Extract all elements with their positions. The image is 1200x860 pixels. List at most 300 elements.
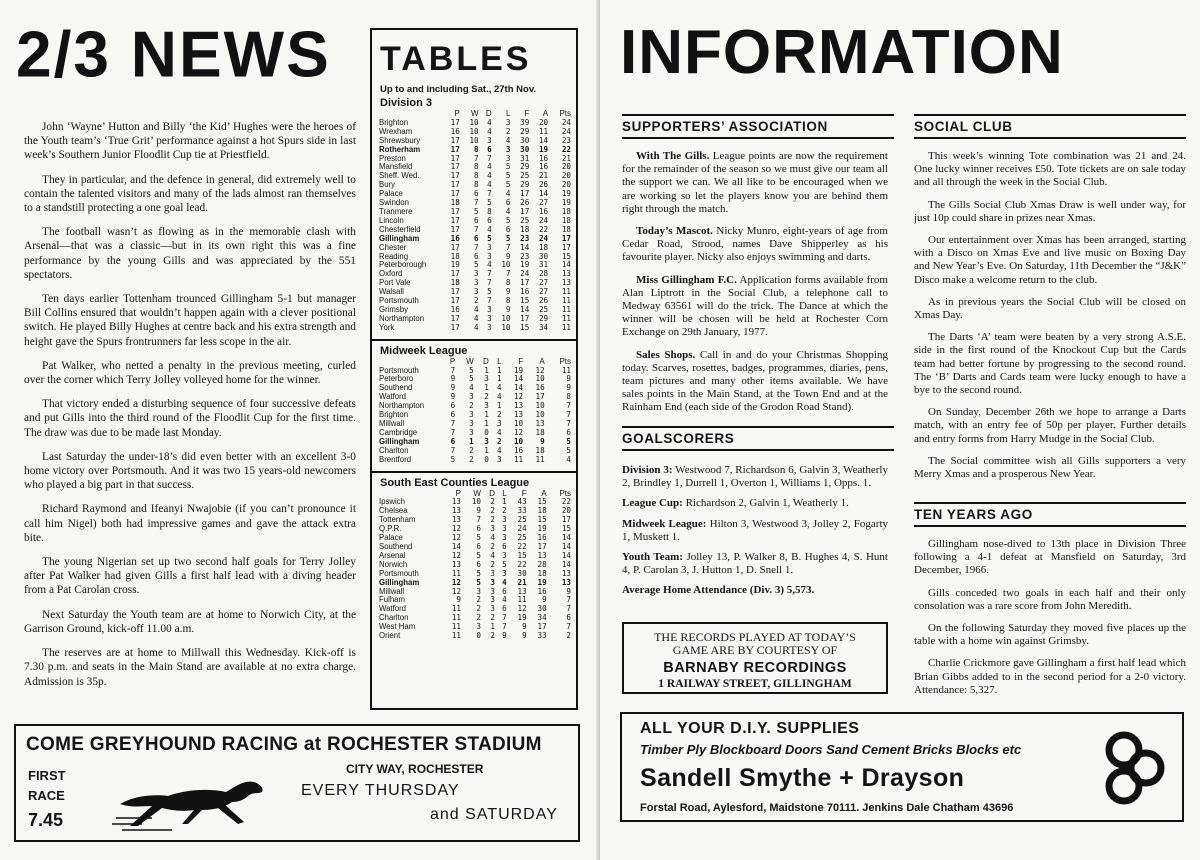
paragraph-text: Nicky Munro, eight-years of age from Cedar Road, Strood, names Dave Shipperley as his favourite player. Nicky also enjoys swimming and darts. <box>622 225 888 264</box>
stadium-address: CITY WAY, ROCHESTER <box>346 762 484 776</box>
stat-cell: 17 <box>450 180 460 190</box>
stat-cell: 3 <box>502 568 507 578</box>
stat-cell: 4 <box>490 550 495 560</box>
stat-cell: 3 <box>487 322 492 332</box>
stat-cell: 5 <box>566 436 571 446</box>
team-name: Ipswich <box>379 497 405 507</box>
team-name: Orient <box>379 631 401 641</box>
stat-cell: 7 <box>450 419 456 428</box>
stat-cell: 0 <box>476 631 481 641</box>
information-title: INFORMATION <box>620 18 1064 87</box>
stat-cell: 21 <box>561 153 571 163</box>
stat-cell: 7 <box>487 153 492 163</box>
team-name: Palace <box>379 533 403 543</box>
stat-cell: 13 <box>561 278 571 288</box>
stat-cell: 17 <box>450 144 460 154</box>
column-header: Pts <box>559 488 571 498</box>
stat-cell: 16 <box>450 304 460 314</box>
paragraph-lead: Today’s Mascot. <box>636 225 713 238</box>
stat-cell: 3 <box>502 550 507 560</box>
stat-cell: 4 <box>502 577 507 587</box>
stat-cell: 20 <box>561 171 571 181</box>
stat-cell: 2 <box>490 515 495 525</box>
paragraph-text: League points are now the requirement for the remainder of the season so we must give our team all the support we can. We all like to be encouraged when we are working so let the players know you are behind them right through the match. <box>622 150 888 215</box>
stat-cell: 19 <box>517 613 527 623</box>
column-header: L <box>506 109 511 118</box>
stat-cell: 14 <box>561 559 571 569</box>
stat-cell: 2 <box>505 126 511 136</box>
stat-cell: 8 <box>566 392 571 402</box>
stat-cell: 3 <box>474 278 479 288</box>
ten-years-paragraph: Charlie Crickmore gave Gillingham a first half lead which Brian Gibbs added to in the second period for a 2-0 victory. Attendance: 5,327. <box>914 657 1186 696</box>
stat-cell: 16 <box>450 233 460 243</box>
column-header: A <box>541 488 547 498</box>
stat-cell: 12 <box>451 586 461 596</box>
stat-cell: 15 <box>537 515 547 525</box>
stat-cell: 17 <box>537 622 547 632</box>
column-header: P <box>449 356 456 366</box>
stat-cell: 1 <box>484 383 489 393</box>
stat-cell: 17 <box>450 117 460 127</box>
stat-cell: 5 <box>476 550 481 560</box>
stat-cell: 43 <box>517 497 527 507</box>
stat-cell: 20 <box>538 117 549 127</box>
stat-cell: 1 <box>484 419 489 428</box>
stat-cell: 8 <box>474 180 479 190</box>
stat-cell: 5 <box>476 577 481 587</box>
stat-cell: 6 <box>502 586 507 596</box>
stat-cell: 10 <box>535 401 545 411</box>
team-name: Chelsea <box>379 506 408 516</box>
stat-cell: 4 <box>502 595 507 605</box>
stat-cell: 18 <box>535 445 545 455</box>
news-paragraph: The reserves are at home to Millwall this Wednesday. Kick-off is 7.30 p.m. and seats in the Main Stand are available at no extra charge. Admission is 35p. <box>24 647 356 688</box>
stat-cell: 30 <box>520 144 530 154</box>
stat-cell: 23 <box>561 135 571 145</box>
stat-cell: 6 <box>566 427 571 437</box>
stat-cell: 17 <box>450 189 460 199</box>
stat-cell: 6 <box>474 233 479 243</box>
info-paragraph <box>622 551 888 577</box>
stat-cell: 29 <box>538 313 549 323</box>
stat-cell: 13 <box>561 269 571 279</box>
stat-cell: 2 <box>490 631 495 641</box>
race-label: RACE <box>28 788 65 803</box>
stat-cell: 2 <box>490 559 495 569</box>
stat-cell: 7 <box>505 242 511 252</box>
stat-cell: 7 <box>487 278 492 288</box>
stat-cell: 11 <box>451 604 461 614</box>
team-name: Brighton <box>379 410 409 420</box>
column-header: F <box>521 488 527 498</box>
team-name: York <box>379 322 395 332</box>
paragraph-text: Jolley 13, P. Walker 8, B. Hughes 4, S. Hunt 4, P. Carolan 3, J. Hutton 1, D. Snell 1. <box>622 551 888 577</box>
stat-cell: 7 <box>450 427 456 437</box>
team-name: Tottenham <box>379 515 416 525</box>
paragraph-lead: Miss Gillingham F.C. <box>636 273 737 286</box>
stat-cell: 8 <box>474 144 479 154</box>
stat-cell: 19 <box>561 198 571 208</box>
stat-cell: 21 <box>517 577 527 587</box>
stat-cell: 3 <box>487 304 492 314</box>
goalscorers-column <box>622 464 888 605</box>
division3-table <box>378 110 572 333</box>
stat-cell: 20 <box>561 162 571 172</box>
stat-cell: 3 <box>496 419 502 428</box>
team-name: Gillingham <box>379 577 420 587</box>
stat-cell: 7 <box>502 613 507 623</box>
stat-cell: 7 <box>474 198 479 208</box>
team-name: Peterboro <box>379 374 414 384</box>
stat-cell: 12 <box>451 533 461 543</box>
stat-cell: 1 <box>484 445 489 455</box>
supporters-column <box>622 150 888 424</box>
column-header: A <box>539 356 545 366</box>
stat-cell: 22 <box>517 541 527 551</box>
stat-cell: 11 <box>561 322 571 332</box>
stat-cell: 9 <box>476 506 481 516</box>
team-name: Gillingham <box>379 436 420 446</box>
news-paragraph: Ten days earlier Tottenham trounced Gillingham 5-1 but manager Bill Collins ensured that wouldn’t happen again with a clever positional switch. He played Billy Hughes at centre back and his extra strength and height gave the Spurs frontrunners far less scope in the air. <box>24 293 356 348</box>
stat-cell: 31 <box>520 153 530 163</box>
info-paragraph <box>622 225 888 265</box>
stat-cell: 6 <box>487 144 492 154</box>
stat-cell: 13 <box>537 550 547 560</box>
stat-cell: 39 <box>520 117 530 127</box>
stat-cell: 20 <box>561 180 571 190</box>
stat-cell: 13 <box>513 410 524 420</box>
stat-cell: 25 <box>517 533 527 543</box>
stat-cell: 2 <box>502 506 507 516</box>
table-row <box>378 632 572 641</box>
stat-cell: 4 <box>474 322 479 332</box>
stat-cell: 9 <box>450 383 456 393</box>
stat-cell: 9 <box>542 595 547 605</box>
stat-cell: 5 <box>505 162 511 172</box>
column-header: W <box>471 109 479 118</box>
stat-cell: 5 <box>505 233 511 243</box>
stat-cell: 23 <box>520 233 530 243</box>
stat-cell: 3 <box>502 533 507 543</box>
news-paragraph: That victory ended a disturbing sequence of four successive defeats and put Gills into the third round of the Floodlit Cup for the first time. The draw was due to be made last Monday. <box>24 398 356 439</box>
column-header: Pts <box>559 109 571 118</box>
every-thursday: EVERY THURSDAY <box>301 782 460 799</box>
stat-cell: 4 <box>474 313 479 323</box>
stat-cell: 16 <box>538 162 549 172</box>
southeast-table <box>378 490 572 641</box>
stat-cell: 2 <box>476 595 481 605</box>
stat-cell: 15 <box>517 550 527 560</box>
stat-cell: 6 <box>476 559 481 569</box>
stat-cell: 2 <box>490 541 495 551</box>
team-name: West Ham <box>379 622 416 632</box>
stat-cell: 31 <box>538 260 549 270</box>
stat-cell: 17 <box>450 296 460 306</box>
stat-cell: 15 <box>520 296 530 306</box>
stat-cell: 27 <box>538 278 549 288</box>
stat-cell: 18 <box>561 224 571 234</box>
stat-cell: 17 <box>520 206 530 216</box>
stat-cell: 13 <box>561 577 571 587</box>
social-paragraph: As in previous years the Social Club will be closed on Xmas Day. <box>914 295 1186 322</box>
stat-cell: 7 <box>566 595 571 605</box>
stat-cell: 28 <box>538 269 549 279</box>
news-column <box>24 120 356 699</box>
stat-cell: 3 <box>469 410 474 420</box>
paragraph-lead: Division 3: <box>622 464 673 476</box>
stat-cell: 10 <box>501 322 511 332</box>
team-name: Wrexham <box>379 126 413 136</box>
stat-cell: 16 <box>520 287 530 297</box>
stat-cell: 28 <box>537 559 547 569</box>
stat-cell: 4 <box>505 206 511 216</box>
stat-cell: 7 <box>487 269 492 279</box>
social-paragraph: The Darts ‘A’ team were beaten by a very strong A.S.E. side in the first round of the Knockout Cup but the Cards team had better fortune by progressing to the second round. The ‘B’ Darts and Cards team were lucky enough to have a bye to the second round. <box>914 331 1186 397</box>
race-time: 7.45 <box>28 810 64 830</box>
diy-advert <box>620 712 1184 822</box>
stat-cell: 19 <box>538 144 549 154</box>
stat-cell: 11 <box>517 595 527 605</box>
stat-cell: 6 <box>476 541 481 551</box>
team-name: Millwall <box>379 586 405 596</box>
stat-cell: 13 <box>513 401 524 411</box>
stat-cell: 10 <box>469 135 479 145</box>
stat-cell: 30 <box>538 251 549 261</box>
stat-cell: 1 <box>484 365 489 375</box>
stat-cell: 26 <box>538 296 549 306</box>
stat-cell: 16 <box>538 206 549 216</box>
goalscorers-heading: GOALSCORERS <box>622 426 894 451</box>
stat-cell: 13 <box>451 506 461 516</box>
right-page <box>600 0 1200 860</box>
stat-cell: 4 <box>496 427 502 437</box>
stat-cell: 14 <box>513 383 524 393</box>
and-saturday: and SATURDAY <box>430 806 558 823</box>
tables-title: TABLES <box>380 40 532 78</box>
stat-cell: 6 <box>505 224 511 234</box>
stat-cell: 0 <box>484 454 489 464</box>
ten-years-column <box>914 538 1186 706</box>
stat-cell: 13 <box>561 568 571 578</box>
team-name: Peterborough <box>379 260 427 270</box>
column-header: D <box>485 109 492 118</box>
team-name: Portsmouth <box>379 568 419 578</box>
stat-cell: 25 <box>517 515 527 525</box>
stat-cell: 7 <box>566 604 571 614</box>
stat-cell: 9 <box>502 631 507 641</box>
stat-cell: 10 <box>535 410 545 420</box>
stat-cell: 26 <box>538 180 549 190</box>
stat-cell: 6 <box>474 215 479 225</box>
stat-cell: 34 <box>538 322 549 332</box>
stat-cell: 11 <box>561 313 571 323</box>
stat-cell: 12 <box>451 577 461 587</box>
column-header: D <box>483 356 489 366</box>
stat-cell: 1 <box>496 401 502 411</box>
stat-cell: 17 <box>537 541 547 551</box>
stat-cell: 10 <box>469 126 479 136</box>
stat-cell: 8 <box>474 171 479 181</box>
stat-cell: 10 <box>501 313 511 323</box>
stat-cell: 10 <box>535 374 545 384</box>
column-header: D <box>489 488 495 498</box>
stat-cell: 7 <box>566 419 571 428</box>
tables-box <box>370 28 578 710</box>
paragraph-lead: Youth Team: <box>622 551 683 564</box>
stat-cell: 3 <box>490 524 495 534</box>
stat-cell: 10 <box>469 117 479 127</box>
column-header: W <box>473 488 481 498</box>
stat-cell: 7 <box>474 153 479 163</box>
stat-cell: 8 <box>505 278 511 288</box>
info-paragraph <box>622 274 888 340</box>
records-address: 1 RAILWAY STREET, GILLINGHAM <box>658 678 852 690</box>
stat-cell: 3 <box>487 135 492 145</box>
team-name: Arsenal <box>379 550 406 560</box>
stat-cell: 16 <box>513 445 524 455</box>
stat-cell: 4 <box>505 135 511 145</box>
stat-cell: 2 <box>476 604 481 614</box>
team-name: Southend <box>379 541 413 551</box>
team-name: Rotherham <box>379 144 421 154</box>
stat-cell: 3 <box>474 269 479 279</box>
ssd-logo-icon <box>1100 728 1170 808</box>
column-header: W <box>466 356 474 366</box>
stat-cell: 5 <box>469 374 474 384</box>
paragraph-text: Westwood 7, Richardson 6, Galvin 3, Weatherly 2, Brindley 1, Durrell 1, Overton 1, Williams 1, Opps. 1. <box>622 464 888 490</box>
stat-cell: 3 <box>496 454 502 464</box>
info-paragraph <box>622 497 888 510</box>
team-name: Watford <box>379 392 407 402</box>
stat-cell: 18 <box>538 242 549 252</box>
stat-cell: 3 <box>474 287 479 297</box>
stat-cell: 3 <box>476 586 481 596</box>
stat-cell: 4 <box>487 126 492 136</box>
stat-cell: 30 <box>520 135 530 145</box>
stat-cell: 3 <box>502 524 507 534</box>
stat-cell: 8 <box>474 162 479 172</box>
diy-products: Timber Ply Blockboard Doors Sand Cement Bricks Blocks etc <box>640 742 1022 757</box>
stat-cell: 22 <box>561 144 571 154</box>
stat-cell: 4 <box>469 383 474 393</box>
stat-cell: 16 <box>535 383 545 393</box>
stat-cell: 4 <box>474 304 479 314</box>
stat-cell: 16 <box>537 586 547 596</box>
stat-cell: 1 <box>496 365 502 375</box>
stat-cell: 18 <box>450 251 460 261</box>
stat-cell: 6 <box>487 215 492 225</box>
stat-cell: 19 <box>520 260 530 270</box>
news-paragraph: The football wasn’t as flowing as in the memorable clash with Arsenal—that was a classic—but in its own right this was a fine performance by the young Gills and was appreciated by the 551 spectators. <box>24 226 356 281</box>
stat-cell: 2 <box>469 401 474 411</box>
stat-cell: 2 <box>566 631 571 641</box>
team-name: Northampton <box>379 313 425 323</box>
stat-cell: 7 <box>474 242 479 252</box>
team-name: Chester <box>379 242 407 252</box>
stat-cell: 24 <box>538 215 549 225</box>
social-paragraph: On Sunday, December 26th we hope to arrange a Darts match, with an entry fee of 50p per player. Further details and entry forms from Harry Mudge in the Social Club. <box>914 406 1186 445</box>
stat-cell: 3 <box>487 251 492 261</box>
greyhound-headline-main: COME GREYHOUND RACING <box>26 734 299 755</box>
team-name: Sheff. Wed. <box>379 171 420 181</box>
stat-cell: 3 <box>484 374 489 384</box>
stat-cell: 5 <box>474 206 479 216</box>
stat-cell: 4 <box>496 383 502 393</box>
stat-cell: 11 <box>538 126 549 136</box>
team-name: Palace <box>379 189 403 199</box>
paragraph-text: Call in and do your Christmas Shopping today. Scarves, rosettes, badges, programmes, diaries, pens, team pictures and many other items available. We have sales points in the Main Stand, at the Town End and at the Rainham End (each side of the Grodon Road Stand). <box>622 348 888 414</box>
team-name: Q.P.R. <box>379 524 402 534</box>
stat-cell: 2 <box>469 454 474 464</box>
stat-cell: 9 <box>540 436 545 446</box>
team-name: Bury <box>379 180 396 190</box>
stat-cell: 3 <box>487 242 492 252</box>
social-paragraph: The Social committee wish all Gills supporters a very Merry Xmas and a prosperous New Year. <box>914 454 1186 481</box>
greyhound-advert <box>14 724 580 842</box>
stat-cell: 9 <box>450 392 456 402</box>
stat-cell: 2 <box>496 436 502 446</box>
ten-years-paragraph: Gills conceded two goals in each half and their only consolation was a rare score from John Meredith. <box>914 586 1186 612</box>
team-name: Reading <box>379 251 409 261</box>
stat-cell: 4 <box>496 392 502 402</box>
records-company: BARNABY RECORDINGS <box>663 660 847 676</box>
paragraph-text: Hilton 3, Westwood 3, Jolley 2, Fogarty 1, Muskett 1. <box>622 517 889 543</box>
stat-cell: 22 <box>561 497 571 507</box>
stat-cell: 33 <box>517 506 527 516</box>
stat-cell: 24 <box>538 233 549 243</box>
column-header: L <box>497 356 502 366</box>
stat-cell: 14 <box>451 541 461 551</box>
stat-cell: 11 <box>535 454 545 464</box>
stat-cell: 9 <box>505 251 511 261</box>
column-header: P <box>454 109 460 118</box>
team-name: Shrewsbury <box>379 135 421 145</box>
news-paragraph: John ‘Wayne’ Hutton and Billy ‘the Kid’ Hughes were the heroes of the Youth team’s ‘True Grit’ performance against a hot Spurs side in last week’s Southern Junior Floodlit Cup tie at Priestfield. <box>24 121 356 162</box>
stat-cell: 10 <box>513 436 524 446</box>
stat-cell: 17 <box>561 242 571 252</box>
midweek-table <box>378 358 572 465</box>
stat-cell: 5 <box>502 559 507 569</box>
stat-cell: 5 <box>450 454 456 464</box>
team-name: Fulham <box>379 595 405 605</box>
stat-cell: 9 <box>566 374 571 384</box>
stat-cell: 3 <box>505 153 511 163</box>
stat-cell: 11 <box>513 454 524 464</box>
stat-cell: 17 <box>450 313 460 323</box>
info-paragraph <box>622 150 888 216</box>
team-name: Portsmouth <box>379 296 419 306</box>
stat-cell: 9 <box>566 586 571 596</box>
stat-cell: 6 <box>450 410 456 420</box>
stat-cell: 14 <box>520 304 530 314</box>
stat-cell: 8 <box>487 206 492 216</box>
team-name: Portsmouth <box>379 365 419 375</box>
stat-cell: 11 <box>451 622 461 632</box>
stat-cell: 14 <box>513 374 524 384</box>
stat-cell: 29 <box>520 180 530 190</box>
records-line2: GAME ARE BY COURTESY OF <box>672 643 838 657</box>
stat-cell: 6 <box>474 189 479 199</box>
stat-cell: 17 <box>520 189 530 199</box>
stat-cell: 1 <box>496 374 502 384</box>
stat-cell: 13 <box>517 586 527 596</box>
stat-cell: 24 <box>520 269 530 279</box>
stat-cell: 5 <box>474 260 479 270</box>
social-club-heading: SOCIAL CLUB <box>914 114 1186 139</box>
stat-cell: 5 <box>566 445 571 455</box>
stat-cell: 14 <box>561 550 571 560</box>
stat-cell: 1 <box>469 436 474 446</box>
